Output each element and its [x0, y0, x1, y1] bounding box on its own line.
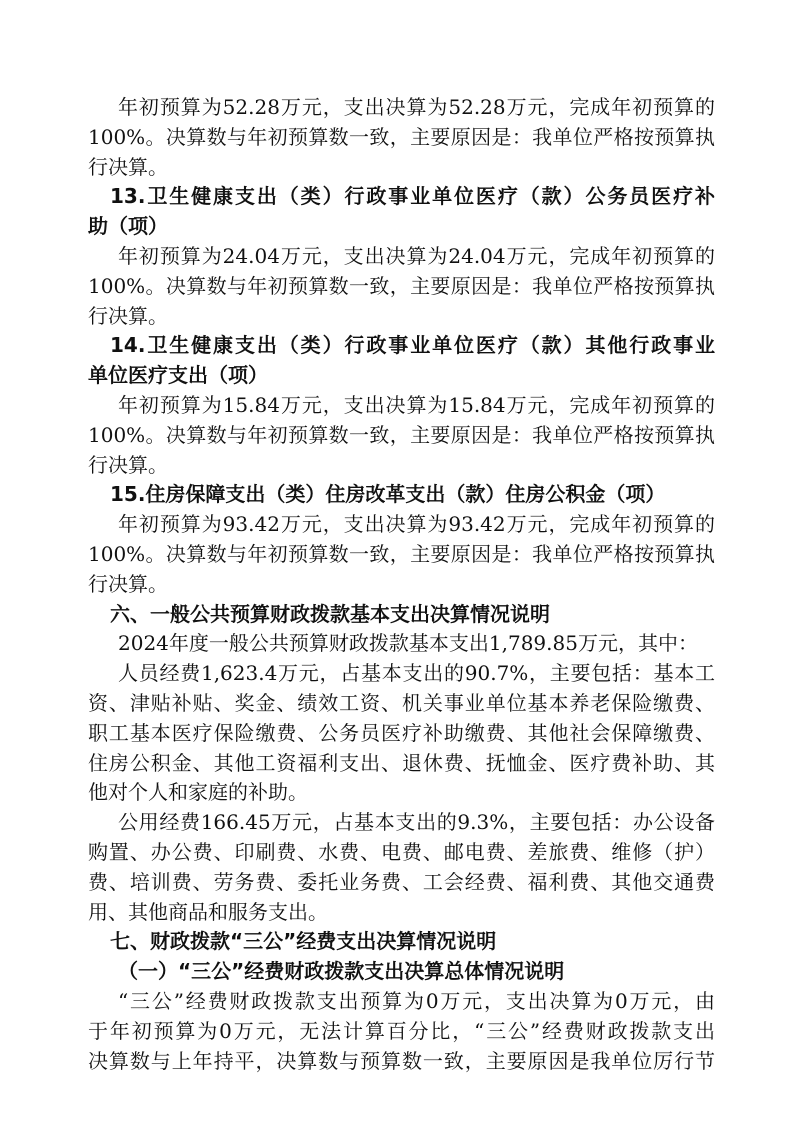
- text-line: 用、其他商品和服务支出。: [88, 899, 328, 924]
- text-line: 年初预算为24.04万元，支出决算为24.04万元，完成年初预算的: [118, 243, 715, 268]
- text-line: 15.住房保障支出（类）住房改革支出（款）住房公积金（项）: [110, 482, 666, 507]
- paragraph: [88, 93, 715, 182]
- text-line: 年初预算为15.84万元，支出决算为15.84万元，完成年初预算的: [118, 392, 715, 417]
- text-line: 年初预算为93.42万元，支出决算为93.42万元，完成年初预算的: [118, 512, 715, 537]
- text-line: 决算数与上年持平，决算数与预算数一致，主要原因是我单位厉行节: [88, 1048, 715, 1073]
- section-heading: [88, 927, 715, 957]
- text-line: 13.卫生健康支出（类）行政事业单位医疗（款）公务员医疗补: [110, 184, 715, 209]
- text-line: 住房公积金、其他工资福利支出、退休费、抚恤金、医疗费补助、其: [88, 750, 715, 775]
- section-heading: [88, 331, 715, 391]
- paragraph: [88, 659, 715, 808]
- section-heading: [88, 957, 715, 987]
- paragraph: [88, 629, 715, 659]
- paragraph: [88, 510, 715, 599]
- text-line: 100%。决算数与年初预算数一致，主要原因是：我单位严格按预算执: [88, 273, 715, 298]
- text-line: 100%。决算数与年初预算数一致，主要原因是：我单位严格按预算执: [88, 541, 715, 566]
- text-line: 年初预算为52.28万元，支出决算为52.28万元，完成年初预算的: [118, 95, 715, 119]
- paragraph: [88, 242, 715, 331]
- section-heading: [88, 600, 715, 630]
- text-line: 助（项）: [88, 214, 168, 239]
- text-line: 购置、办公费、印刷费、水费、电费、邮电费、差旅费、维修（护）: [88, 839, 715, 864]
- text-line: 人员经费1,623.4万元，占基本支出的90.7%，主要包括：基本工: [118, 661, 715, 686]
- text-line: 行决算。: [88, 303, 168, 328]
- text-line: 资、津贴补贴、奖金、绩效工资、机关事业单位基本养老保险缴费、: [88, 690, 715, 715]
- text-line: 100%。决算数与年初预算数一致，主要原因是：我单位严格按预算执: [88, 124, 715, 149]
- text-line: 费、培训费、劳务费、委托业务费、工会经费、福利费、其他交通费: [88, 869, 715, 894]
- text-line: 2024年度一般公共预算财政拨款基本支出1,789.85万元，其中：: [118, 631, 698, 656]
- text-line: 100%。决算数与年初预算数一致，主要原因是：我单位严格按预算执: [88, 422, 715, 447]
- text-line: 于年初预算为0万元，无法计算百分比，“三公”经费财政拨款支出: [88, 1018, 715, 1043]
- text-line: 他对个人和家庭的补助。: [88, 780, 308, 805]
- text-line: 公用经费166.45万元，占基本支出的9.3%，主要包括：办公设备: [118, 810, 715, 835]
- text-line: 行决算。: [88, 154, 168, 179]
- text-line: 单位医疗支出（项）: [88, 363, 268, 388]
- paragraph: [88, 808, 715, 927]
- text-line: 行决算。: [88, 571, 168, 596]
- text-line: 行决算。: [88, 452, 168, 477]
- text-line: 七、财政拨款“三公”经费支出决算情况说明: [110, 929, 497, 954]
- text-line: “三公”经费财政拨款支出预算为0万元，支出决算为0万元，由: [118, 988, 715, 1013]
- text-line: （一）“三公”经费财政拨款支出决算总体情况说明: [118, 959, 565, 984]
- section-heading: [88, 182, 715, 242]
- paragraph: [88, 987, 715, 1076]
- section-heading: [88, 480, 715, 510]
- text-line: 六、一般公共预算财政拨款基本支出决算情况说明: [110, 601, 550, 626]
- text-line: 14.卫生健康支出（类）行政事业单位医疗（款）其他行政事业: [110, 333, 715, 358]
- text-line: 职工基本医疗保险缴费、公务员医疗补助缴费、其他社会保障缴费、: [88, 720, 715, 745]
- paragraph: [88, 391, 715, 480]
- document-page: [88, 93, 715, 1076]
